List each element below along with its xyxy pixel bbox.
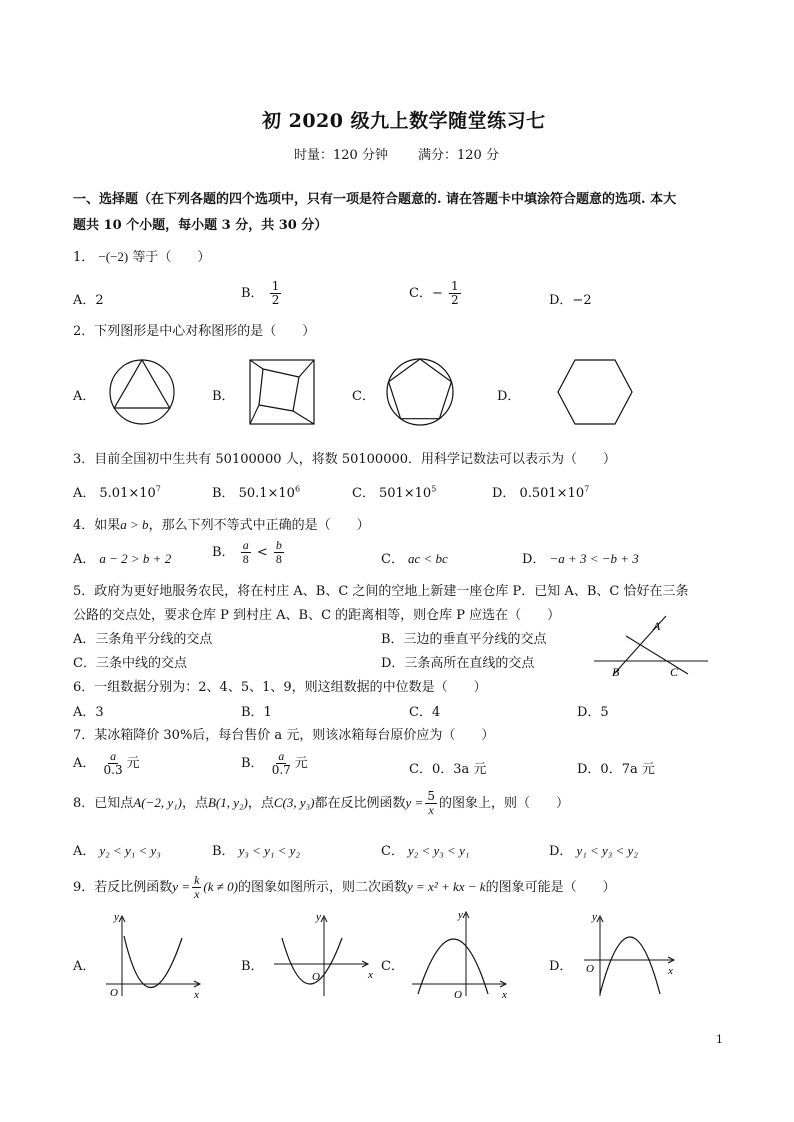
fraction — [241, 539, 251, 566]
question-2 — [73, 320, 315, 339]
q8-option-c[interactable] — [381, 840, 469, 859]
q4-text-pre: 4．如果 — [73, 518, 121, 533]
q2-text: 下列图形是中心对称图形的是（ ） — [94, 324, 316, 339]
q9-graph-a[interactable] — [100, 910, 210, 1000]
y-axis-label: y — [458, 909, 463, 921]
q9-graph-b[interactable] — [268, 910, 378, 1000]
q9-text-mid: 的图象如图所示，则二次函数 — [237, 880, 407, 895]
q1-text: 等于（ ） — [132, 250, 211, 265]
y-axis-label: y — [316, 911, 321, 923]
option-expression: a − 2 > b + 2 — [99, 551, 172, 566]
q7-option-c[interactable]: C．0．3a 元 — [409, 762, 487, 777]
q9-function-lhs: y = — [172, 879, 191, 894]
q8-text-mid2: ，点 — [247, 796, 274, 811]
label-c: C — [670, 665, 679, 679]
numerator: 5 — [427, 789, 435, 803]
option-label: B． — [212, 545, 235, 560]
x-axis-label: x — [668, 965, 673, 977]
q3-option-d[interactable] — [492, 482, 589, 501]
option-label: A． — [73, 844, 96, 859]
x-axis-label: x — [502, 989, 507, 1000]
option-label: C． — [381, 844, 404, 859]
x-axis-label: x — [194, 989, 199, 1000]
denominator: x — [428, 803, 434, 817]
option-label: C．− — [409, 286, 443, 301]
fraction — [270, 280, 282, 307]
exponent: 5 — [431, 484, 437, 494]
denominator: 8 — [242, 552, 249, 566]
q3-option-a[interactable] — [73, 482, 161, 501]
denominator: 2 — [450, 293, 459, 307]
option-label: C． — [381, 552, 404, 567]
q8-text-post: 的图象上，则（ ） — [438, 796, 569, 811]
question-5-line1: 5．政府为更好地服务农民，将在村庄 A、B、C 之间的空地上新建一座仓库 P．已知 A、B、C 恰好在三条 — [73, 584, 689, 599]
option-label: C． — [352, 486, 375, 501]
unit: 元 — [126, 756, 140, 771]
option-value: 501×10 — [378, 486, 432, 501]
q9-option-c-label[interactable]: C． — [381, 959, 404, 974]
question-number: 1． — [73, 250, 95, 265]
q7-option-b[interactable] — [241, 750, 308, 777]
q6-option-d[interactable]: D．5 — [577, 705, 609, 720]
origin-label: O — [312, 971, 320, 983]
q1-option-a[interactable]: A．2 — [73, 293, 104, 308]
q3-option-c[interactable] — [352, 482, 436, 501]
denominator: x — [194, 887, 200, 901]
q1-option-d[interactable]: D．−2 — [549, 293, 592, 308]
option-label: B． — [212, 844, 235, 859]
option-expression: y₂ < y₁ < y₃ — [99, 843, 161, 858]
fraction — [270, 750, 293, 777]
q4-option-b[interactable] — [212, 539, 286, 566]
q5-option-b[interactable]: B．三边的垂直平分线的交点 — [381, 632, 547, 647]
option-label: B． — [212, 486, 235, 501]
q8-point-a: A(−2, y₁) — [133, 795, 182, 810]
numerator: a — [110, 749, 117, 763]
q4-text-post: ，那么下列不等式中正确的是（ ） — [148, 518, 370, 533]
page-number: 1 — [716, 1033, 723, 1046]
section-heading-line1: 一、选择题（在下列各题的四个选项中，只有一项是符合题意的. 请在答题卡中填涂符合题意的选项. 本大 — [73, 192, 677, 207]
q2-figure-a-triangle-in-circle[interactable] — [108, 358, 176, 426]
page-title: 初 2020 级九上数学随堂练习七 — [262, 110, 546, 132]
question-3: 3．目前全国初中生共有 50100000 人，将数 50100000．用科学记数法可以表示为（ ） — [73, 452, 617, 467]
option-label: A． — [73, 756, 96, 771]
option-value: 0.501×10 — [519, 486, 585, 501]
numerator: 1 — [450, 279, 459, 293]
q8-option-b[interactable] — [212, 840, 300, 859]
q2-option-b-label[interactable]: B． — [212, 389, 235, 404]
question-6: 6．一组数据分别为：2、4、5、1、9，则这组数据的中位数是（ ） — [73, 680, 487, 695]
numerator: b — [275, 538, 282, 552]
label-b: B — [612, 665, 620, 679]
option-label: A． — [73, 552, 96, 567]
exponent: 6 — [294, 484, 301, 494]
q1-option-b[interactable] — [241, 280, 283, 307]
numerator: 1 — [271, 279, 280, 293]
q5-option-a[interactable]: A．三条角平分线的交点 — [73, 632, 213, 647]
q7-option-a[interactable] — [73, 750, 140, 777]
q2-figure-c-pentagon-in-circle[interactable] — [385, 357, 455, 427]
q8-text-pre: 8．已知点 — [73, 796, 134, 811]
q2-option-c-label[interactable]: C． — [352, 389, 375, 404]
q7-option-d[interactable]: D．0．7a 元 — [577, 762, 655, 777]
q2-option-a-label[interactable]: A． — [73, 389, 96, 404]
option-label: B． — [241, 756, 264, 771]
question-1 — [73, 246, 210, 265]
q8-function-lhs: y = — [405, 795, 424, 810]
q8-option-a[interactable] — [73, 840, 161, 859]
option-expression: ac < bc — [407, 551, 448, 566]
option-label: A． — [73, 486, 96, 501]
q4-option-d[interactable] — [522, 548, 639, 567]
option-label: D． — [549, 844, 573, 859]
q2-figure-d-hexagon[interactable] — [556, 358, 634, 426]
q9-option-a-label[interactable]: A． — [73, 959, 96, 974]
option-label: B． — [241, 286, 264, 301]
option-expression: y₁ < y₃ < y₂ — [576, 843, 638, 858]
q6-option-c[interactable]: C．4 — [409, 705, 441, 720]
origin-label: O — [110, 987, 118, 999]
denominator: 2 — [271, 293, 280, 307]
y-axis-label: y — [114, 911, 119, 923]
q4-option-c[interactable] — [381, 548, 448, 567]
q8-option-d[interactable] — [549, 840, 638, 859]
label-a: A — [653, 619, 661, 633]
question-9 — [73, 874, 616, 901]
fraction — [425, 790, 437, 817]
q9-option-b-label[interactable]: B． — [241, 959, 264, 974]
exponent: 7 — [584, 484, 590, 494]
fraction — [449, 280, 461, 307]
option-expression: −a + 3 < −b + 3 — [549, 551, 639, 566]
fraction — [274, 539, 284, 566]
q3-option-b[interactable] — [212, 482, 300, 501]
q6-option-b[interactable]: B．1 — [241, 705, 272, 720]
q9-text-post: 的图象可能是（ ） — [485, 880, 616, 895]
q9-text-pre: 9．若反比例函数 — [73, 880, 173, 895]
option-label: D． — [522, 552, 546, 567]
numerator: a — [278, 749, 285, 763]
fraction — [102, 750, 125, 777]
question-8 — [73, 790, 569, 817]
q4-condition: a > b — [120, 517, 149, 532]
q6-option-a[interactable]: A．3 — [73, 705, 104, 720]
unit: 元 — [294, 756, 308, 771]
question-number: 2． — [73, 324, 95, 339]
option-value: 5.01×10 — [99, 486, 156, 501]
q9-condition: (k ≠ 0) — [203, 879, 238, 894]
q8-text-mid3: 都在反比例函数 — [314, 796, 406, 811]
q5-roads-figure — [590, 612, 714, 682]
q2-figure-b-square-pinwheel[interactable] — [249, 359, 315, 425]
question-7: 7．某冰箱降价 30%后，每台售价 a 元，则该冰箱每台原价应为（ ） — [73, 728, 495, 743]
relation: < — [256, 545, 268, 560]
option-expression: y₂ < y₃ < y₁ — [407, 843, 470, 858]
question-5-line2: 公路的交点处，要求仓库 P 到村庄 A、B、C 的距离相等，则仓库 P 应选在（ ） — [73, 608, 561, 623]
origin-label: O — [454, 989, 462, 1000]
exponent: 7 — [155, 484, 161, 494]
fraction — [192, 874, 201, 901]
q1-expression: −(−2) — [98, 249, 129, 264]
q9-option-d-label[interactable]: D． — [549, 959, 573, 974]
denominator: 0.7 — [271, 763, 291, 777]
denominator: 0.3 — [103, 763, 123, 777]
question-4 — [73, 514, 370, 533]
q8-text-mid1: ，点 — [181, 796, 208, 811]
option-expression: y₃ < y₁ < y₂ — [238, 843, 300, 858]
q5-option-d[interactable]: D．三条高所在直线的交点 — [381, 656, 535, 671]
q5-option-c[interactable]: C．三条中线的交点 — [73, 656, 187, 671]
q4-option-a[interactable] — [73, 548, 171, 567]
q9-graph-c[interactable] — [406, 906, 516, 1000]
q2-option-d-label[interactable]: D． — [497, 389, 521, 404]
section-heading-line2: 题共 10 个小题，每小题 3 分，共 30 分） — [73, 218, 328, 233]
q8-point-c: C(3, y₃) — [273, 795, 315, 810]
y-axis-label: y — [592, 911, 597, 923]
numerator: a — [242, 538, 249, 552]
denominator: 8 — [275, 552, 282, 566]
time-limit: 时量：120 分钟 — [294, 148, 388, 163]
option-label: D． — [492, 486, 516, 501]
q9-graph-d[interactable] — [578, 910, 688, 1000]
x-axis-label: x — [368, 969, 373, 981]
q1-option-c[interactable] — [409, 280, 463, 307]
numerator: k — [194, 873, 200, 887]
q8-point-b: B(1, y₂) — [207, 795, 248, 810]
full-score: 满分：120 分 — [418, 148, 499, 163]
origin-label: O — [586, 963, 594, 975]
option-value: 50.1×10 — [238, 486, 295, 501]
q9-quadratic: y = x² + kx − k — [407, 879, 486, 894]
